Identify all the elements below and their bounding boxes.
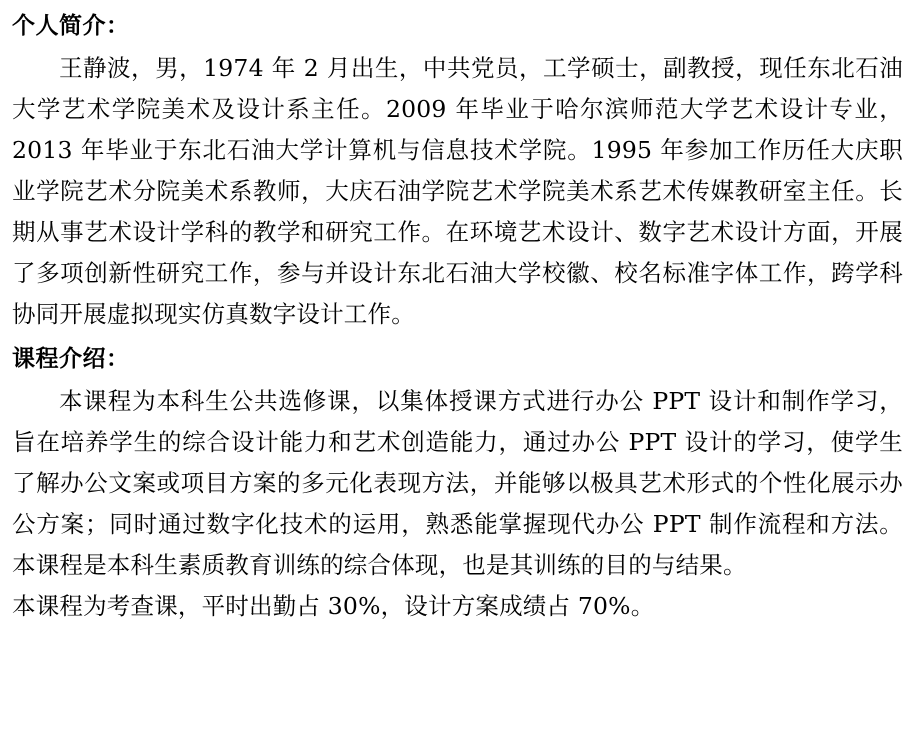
paragraph-course-assessment: 本课程为考查课，平时出勤占 30%，设计方案成绩占 70%。 bbox=[12, 592, 655, 620]
paragraph-course-overview: 本课程为本科生公共选修课，以集体授课方式进行办公 PPT 设计和制作学习，旨在培养学生的综合设计能力和艺术创造能力，通过办公 PPT 设计的学习，使学生了解办公文案或项目方案的多元化表现方法，并能够以极具艺术形式的个性化展示办公方案；同时通过数字化技术的运用，熟悉能掌握现代办公 PPT 制作流程和方法。本课程是本科生素质教育训练的综合体现，也是其训练的目的与结果。 bbox=[12, 387, 903, 579]
paragraph-profile: 王静波，男，1974 年 2 月出生，中共党员，工学硕士，副教授，现任东北石油大学艺术学院美术及设计系主任。2009 年毕业于哈尔滨师范大学艺术设计专业，2013 年毕业于东北石油大学计算机与信息技术学院。1995 年参加工作历任大庆职业学院艺术分院美术系教师，大庆石油学院艺术学院美术系艺术传媒教研室主任。长期从事艺术设计学科的教学和研究工作。在环境艺术设计、数字艺术设计方面，开展了多项创新性研究工作，参与并设计东北石油大学校徽、校名标准字体工作，跨学科协同开展虚拟现实仿真数字设计工作。 bbox=[12, 54, 903, 328]
section-heading-course: 课程介绍： bbox=[12, 346, 130, 372]
section-heading-profile: 个人简介： bbox=[12, 13, 130, 39]
